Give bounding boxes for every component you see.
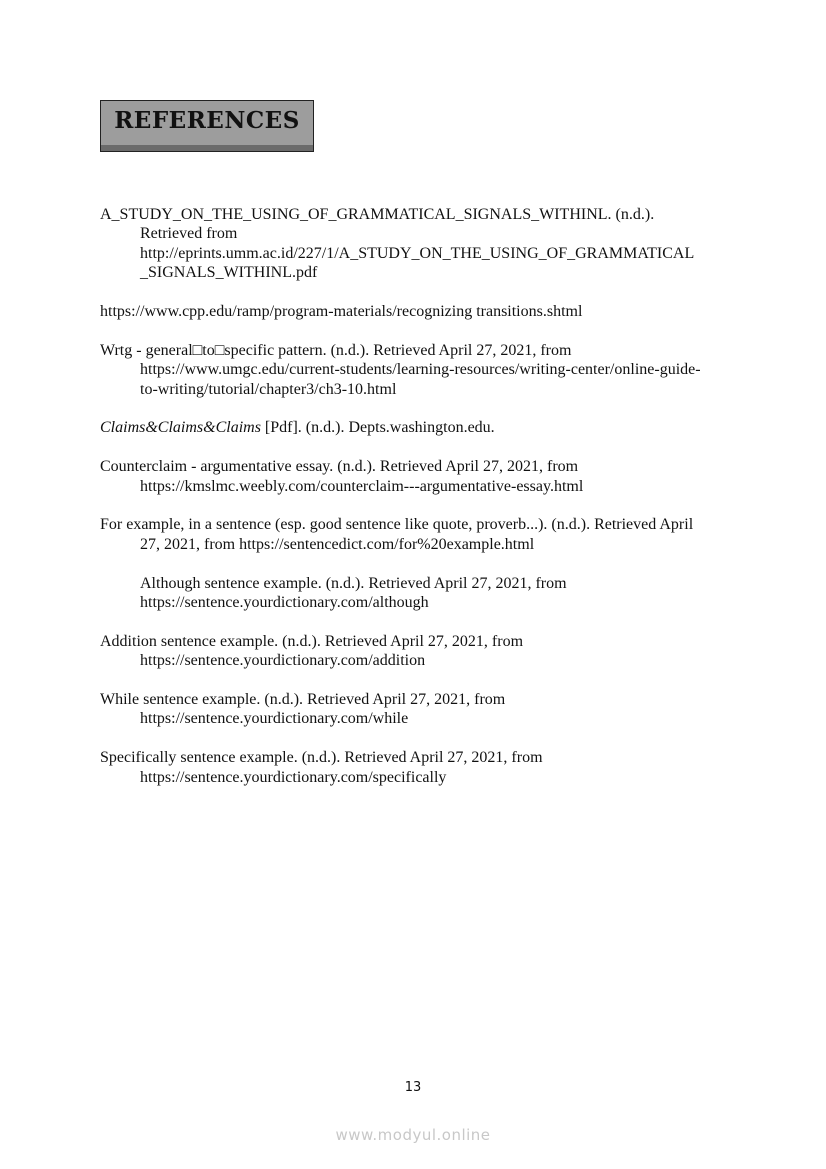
reference-line-text: While sentence example. (n.d.). Retrieved April 27, 2021, from <box>100 691 506 709</box>
reference-line <box>100 593 740 612</box>
reference-entry <box>100 302 740 321</box>
reference-line <box>100 515 740 534</box>
reference-entry <box>100 457 740 496</box>
reference-line-text: to-writing/tutorial/chapter3/ch3-10.html <box>140 380 397 398</box>
reference-line-text: https://sentence.yourdictionary.com/specifically <box>140 768 447 786</box>
reference-line-text: https://www.cpp.edu/ramp/program-materials/recognizing transitions.shtml <box>100 303 583 321</box>
reference-line <box>100 477 740 496</box>
reference-line-text: Addition sentence example. (n.d.). Retrieved April 27, 2021, from <box>100 632 524 650</box>
references-heading: REFERENCES <box>114 107 300 134</box>
reference-line <box>100 224 740 243</box>
reference-line-text: _SIGNALS_WITHINL.pdf <box>140 264 318 282</box>
reference-line <box>100 651 740 670</box>
reference-entry <box>100 690 740 729</box>
reference-line <box>100 632 740 651</box>
reference-line-text: 27, 2021, from https://sentencedict.com/for%20example.html <box>140 535 535 553</box>
reference-line-text: http://eprints.umm.ac.id/227/1/A_STUDY_ON_THE_USING_OF_GRAMMATICAL <box>140 244 695 262</box>
reference-line-text: For example, in a sentence (esp. good sentence like quote, proverb...). (n.d.). Retrieved April <box>100 516 694 534</box>
reference-line <box>100 535 740 554</box>
reference-line-text: Wrtg - general□to□specific pattern. (n.d.). Retrieved April 27, 2021, from <box>100 341 572 359</box>
reference-entry <box>100 341 740 399</box>
reference-line <box>100 263 740 282</box>
reference-entry <box>100 418 740 437</box>
reference-line-text: Specifically sentence example. (n.d.). Retrieved April 27, 2021, from <box>100 749 543 767</box>
reference-line-text: A_STUDY_ON_THE_USING_OF_GRAMMATICAL_SIGNALS_WITHINL. (n.d.). <box>100 206 655 223</box>
reference-entry <box>100 748 740 787</box>
reference-line-text: https://kmslmc.weebly.com/counterclaim---argumentative-essay.html <box>140 477 584 495</box>
reference-line <box>100 709 740 728</box>
reference-line <box>100 574 740 593</box>
reference-list <box>100 205 740 806</box>
reference-title-italic: Claims&Claims&Claims <box>100 419 261 437</box>
reference-line <box>100 457 740 476</box>
reference-line-text: Retrieved from <box>140 225 238 243</box>
reference-line <box>100 748 740 767</box>
reference-line-text: Although sentence example. (n.d.). Retrieved April 27, 2021, from <box>140 574 567 592</box>
reference-line <box>100 205 740 224</box>
reference-line-text: https://sentence.yourdictionary.com/addition <box>140 652 426 670</box>
reference-line <box>100 341 740 360</box>
reference-line <box>100 244 740 263</box>
reference-line-text: Counterclaim - argumentative essay. (n.d.). Retrieved April 27, 2021, from <box>100 458 579 476</box>
reference-entry <box>100 515 740 554</box>
reference-line-text: https://sentence.yourdictionary.com/although <box>140 594 429 612</box>
reference-line <box>100 302 740 321</box>
page-number: 13 <box>404 1080 422 1095</box>
reference-line <box>100 418 740 437</box>
reference-line-text: [Pdf]. (n.d.). Depts.washington.edu. <box>260 419 495 437</box>
references-heading-box <box>100 100 314 152</box>
reference-entry <box>100 205 740 283</box>
reference-line <box>100 768 740 787</box>
reference-line-text: https://www.umgc.edu/current-students/learning-resources/writing-center/online-guide- <box>140 361 701 379</box>
reference-entry <box>100 574 740 613</box>
reference-entry <box>100 632 740 671</box>
watermark: www.modyul.online <box>335 1126 491 1144</box>
reference-line <box>100 360 740 379</box>
reference-line <box>100 690 740 709</box>
heading-shadow-bar <box>101 145 313 151</box>
reference-line <box>100 380 740 399</box>
reference-line-text: https://sentence.yourdictionary.com/while <box>140 710 409 728</box>
